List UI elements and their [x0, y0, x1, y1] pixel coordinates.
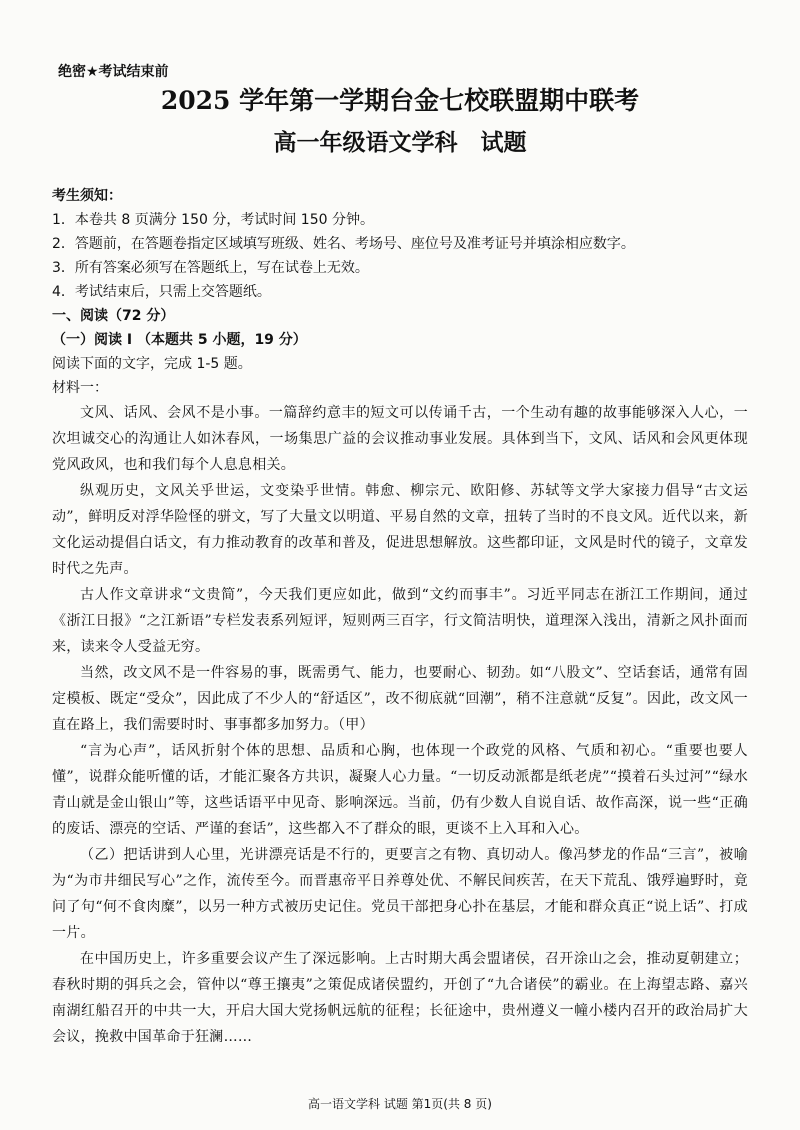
passage-paragraph: “言为心声”，话风折射个体的思想、品质和心胸，也体现一个政党的风格、气质和初心。“重要也要人懂”，说群众能听懂的话，才能汇聚各方共识，凝聚人心力量。“一切反动派都是纸老虎”“摸着石头过河”“绿水青山就是金山银山”等，这些话语平中见奇、影响深远。当前，仍有少数人自说自话、故作高深，说一些“正确的废话、漂亮的空话、严谨的套话”，这些都入不了群众的眼，更谈不上入耳和入心。	[52, 743, 748, 837]
passage-paragraph: 纵观历史，文风关乎世运，文变染乎世情。韩愈、柳宗元、欧阳修、苏轼等文学大家接力倡导“古文运动”，鲜明反对浮华险怪的骈文，写了大量文以明道、平易自然的文章，扭转了当时的不良文风。近代以来，新文化运动提倡白话文，有力推动教育的改革和普及，促进思想解放。这些都印证，文风是时代的镜子，文章发时代之先声。	[52, 483, 748, 577]
notice-item: 3．所有答案必须写在答题纸上，写在试卷上无效。	[52, 260, 369, 276]
section-sub-heading: （一）阅读 I （本题共 5 小题，19 分）	[52, 332, 307, 348]
passage-paragraph: 当然，改文风不是一件容易的事，既需勇气、能力，也要耐心、韧劲。如“八股文”、空话套话，通常有固定模板、既定“受众”，因此成了不少人的“舒适区”，改不彻底就“回潮”，稍不注意就“反复”。因此，改文风一直在路上，我们需要时时、事事都多加努力。（甲）	[52, 665, 748, 733]
section-part-heading: 一、阅读（72 分）	[52, 308, 175, 324]
exam-subtitle: 高一年级语文学科 试题	[273, 129, 527, 156]
confidential-mark: 绝密★考试结束前	[58, 64, 169, 80]
page-footer: 高一语文学科 试题 第1页(共 8 页)	[308, 1097, 492, 1111]
notice-list	[52, 208, 748, 304]
exam-title: 2025 学年第一学期台金七校联盟期中联考	[160, 86, 640, 115]
notice-item: 1．本卷共 8 页满分 150 分，考试时间 150 分钟。	[52, 212, 374, 228]
passage-paragraph: 在中国历史上，许多重要会议产生了深远影响。上古时期大禹会盟诸侯，召开涂山之会，推动夏朝建立；春秋时期的弭兵之会，管仲以“尊王攘夷”之策促成诸侯盟约，开创了“九合诸侯”的霸业。在上海望志路、嘉兴南湖红船召开的中共一大，开启大国大党扬帆远航的征程；长征途中，贵州遵义一幢小楼内召开的政治局扩大会议，挽救中国革命于狂澜……	[52, 951, 748, 1045]
material-label: 材料一：	[52, 380, 108, 396]
notice-item: 4．考试结束后，只需上交答题纸。	[52, 284, 271, 300]
notice-item: 2．答题前，在答题卷指定区域填写班级、姓名、考场号、座位号及准考证号并填涂相应数字。	[52, 236, 635, 252]
reading-passage	[52, 400, 748, 1050]
passage-paragraph: （乙）把话讲到人心里，光讲漂亮话是不行的，更要言之有物、真切动人。像冯梦龙的作品“三言”，被喻为“为市井细民写心”之作，流传至今。而晋惠帝平日养尊处优、不解民间疾苦，在天下荒乱、饿殍遍野时，竟问了句“何不食肉糜”，以另一种方式被历史记住。党员干部把身心扑在基层，才能和群众真正“说上话”、打成一片。	[52, 847, 748, 941]
section-instruction: 阅读下面的文字，完成 1-5 题。	[52, 356, 252, 372]
notice-heading: 考生须知：	[52, 188, 122, 204]
passage-paragraph: 文风、话风、会风不是小事。一篇辞约意丰的短文可以传诵千古，一个生动有趣的故事能够深入人心，一次坦诚交心的沟通让人如沐春风，一场集思广益的会议推动事业发展。具体到当下，文风、话风和会风更体现党风政风，也和我们每个人息息相关。	[52, 405, 748, 473]
passage-paragraph: 古人作文章讲求“文贵简”，今天我们更应如此，做到“文约而事丰”。习近平同志在浙江工作期间，通过《浙江日报》“之江新语”专栏发表系列短评，短则两三百字，行文简洁明快，道理深入浅出，清新之风扑面而来，读来令人受益无穷。	[52, 587, 748, 655]
